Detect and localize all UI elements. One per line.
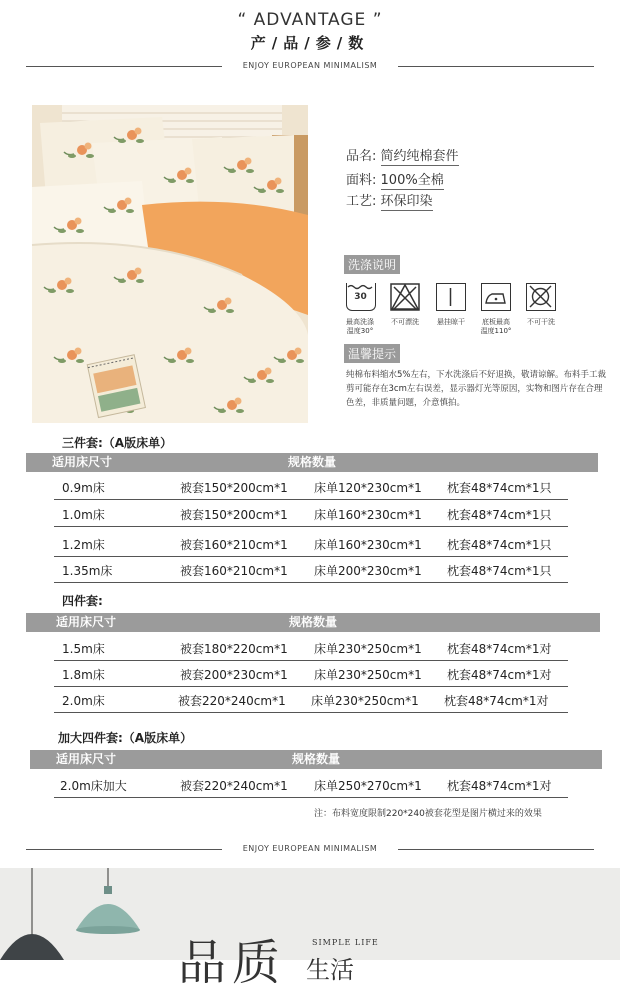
- care-icon-no-bleach: [390, 283, 420, 311]
- header-spec-qty: 规格数量: [288, 615, 337, 629]
- table-row: [54, 504, 568, 527]
- hang-dry-icon: [436, 283, 466, 311]
- row-duvet: 被套150*200cm*1: [180, 508, 288, 522]
- row-duvet: 被套160*210cm*1: [180, 538, 288, 552]
- row-sheet: 床单250*270cm*1: [314, 779, 422, 793]
- row-pillow: 枕套48*74cm*1对: [447, 668, 552, 682]
- no-dry-clean-icon: [526, 283, 556, 311]
- table-header-four-piece: [26, 613, 600, 632]
- care-label-no-bleach: 不可漂洗: [391, 318, 419, 326]
- table-title-three-piece: 三件套:（A版床单）: [62, 436, 173, 450]
- row-duvet: 被套160*210cm*1: [180, 564, 288, 578]
- table-row: [54, 690, 568, 713]
- row-pillow: 枕套48*74cm*1只: [447, 538, 552, 552]
- care-icon-hang-dry: [436, 283, 466, 311]
- product-name-value: 简约纯棉套件: [380, 149, 459, 164]
- table-title-large-four-piece: 加大四件套:（A版床单）: [58, 731, 193, 745]
- product-name-line: [346, 145, 459, 164]
- banner-partial-text: 生活: [306, 956, 354, 984]
- row-bed-size: 1.0m床: [62, 508, 105, 522]
- product-fabric-label: 面料:: [346, 173, 377, 188]
- care-label-iron: 底板最高 温度110°: [480, 318, 512, 335]
- product-fabric-line: [346, 169, 444, 188]
- fabric-width-note: 注：布料宽度限制220*240被套花型是图片横过来的效果: [314, 809, 542, 819]
- table-title-four-piece: 四件套:: [62, 594, 103, 608]
- banner-big-text: 品质: [178, 935, 287, 991]
- table-header-large-four-piece: [30, 750, 602, 769]
- row-sheet: 床单230*250cm*1: [314, 642, 422, 656]
- advantage-title: “ ADVANTAGE ”: [237, 10, 383, 30]
- row-sheet: 床单160*230cm*1: [314, 508, 422, 522]
- row-bed-size: 0.9m床: [62, 481, 105, 495]
- header-bed-size: 适用床尺寸: [56, 615, 117, 629]
- care-icon-iron: [481, 283, 511, 311]
- row-bed-size: 1.2m床: [62, 538, 105, 552]
- wash-30-icon: [346, 283, 376, 311]
- table-row: [54, 534, 568, 557]
- product-fabric-value: 100%全棉: [380, 173, 444, 188]
- row-pillow: 枕套48*74cm*1只: [447, 481, 552, 495]
- product-craft-label: 工艺:: [346, 194, 377, 209]
- table-row: [54, 477, 568, 500]
- row-pillow: 枕套48*74cm*1对: [444, 694, 549, 708]
- header-spec-qty: 规格数量: [287, 455, 336, 469]
- care-label-no-dry-clean: 不可干洗: [527, 318, 555, 326]
- row-duvet: 被套220*240cm*1: [180, 779, 288, 793]
- footer-divider-left: [26, 849, 222, 850]
- care-label-hang-dry: 悬挂晾干: [437, 318, 465, 326]
- no-bleach-icon: [390, 283, 420, 311]
- wash-30-glyph: 30: [354, 292, 367, 302]
- notice-text: 纯棉布料缩水5%左右，下水洗涤后不好退换，敬请谅解。布料手工裁剪可能存在3cm左右误差，显示器灯光等原因，实物和图片存在合理色差，非质量问题，介意慎拍。: [346, 370, 606, 408]
- row-bed-size: 1.35m床: [62, 564, 113, 578]
- table-row: [54, 560, 568, 583]
- row-pillow: 枕套48*74cm*1只: [447, 564, 552, 578]
- lifestyle-banner: [0, 868, 620, 991]
- row-sheet: 床单230*250cm*1: [314, 668, 422, 682]
- product-photo: [32, 105, 308, 423]
- row-duvet: 被套150*200cm*1: [180, 481, 288, 495]
- divider-left: [26, 66, 222, 67]
- row-pillow: 枕套48*74cm*1对: [447, 642, 552, 656]
- row-duvet: 被套180*220cm*1: [180, 642, 288, 656]
- table-header-three-piece: [26, 453, 598, 472]
- row-sheet: 床单160*230cm*1: [314, 538, 422, 552]
- row-pillow: 枕套48*74cm*1对: [447, 779, 552, 793]
- row-sheet: 床单200*230cm*1: [314, 564, 422, 578]
- header-bed-size: 适用床尺寸: [56, 752, 117, 766]
- product-params-title: 产/品/参/数: [250, 34, 370, 52]
- footer-tagline: ENJOY EUROPEAN MINIMALISM: [242, 844, 378, 853]
- footer-divider-right: [398, 849, 594, 850]
- care-instructions-tag: 洗涤说明: [344, 255, 400, 274]
- header-tagline: ENJOY EUROPEAN MINIMALISM: [242, 61, 378, 70]
- row-bed-size: 2.0m床: [62, 694, 105, 708]
- row-pillow: 枕套48*74cm*1只: [447, 508, 552, 522]
- product-craft-value: 环保印染: [380, 194, 433, 209]
- header-bed-size: 适用床尺寸: [52, 455, 113, 469]
- care-label-wash-30: 最高洗涤 温度30°: [346, 318, 374, 335]
- row-duvet: 被套200*230cm*1: [180, 668, 288, 682]
- table-row: [54, 775, 568, 798]
- product-craft-line: [346, 190, 433, 209]
- row-bed-size: 1.5m床: [62, 642, 105, 656]
- banner-small-text: SIMPLE LIFE: [312, 938, 379, 947]
- divider-right: [398, 66, 594, 67]
- header-spec-qty: 规格数量: [291, 752, 340, 766]
- row-duvet: 被套220*240cm*1: [178, 694, 286, 708]
- row-bed-size: 1.8m床: [62, 668, 105, 682]
- row-sheet: 床单230*250cm*1: [311, 694, 419, 708]
- product-name-label: 品名:: [346, 149, 377, 164]
- notice-tag: 温馨提示: [344, 344, 400, 363]
- pendant-lamps-image: [0, 868, 620, 960]
- iron-110-icon: [481, 283, 511, 311]
- row-sheet: 床单120*230cm*1: [314, 481, 422, 495]
- row-bed-size: 2.0m床加大: [60, 779, 127, 793]
- care-icon-wash-30: [346, 283, 376, 311]
- table-row: [54, 638, 568, 661]
- table-row: [54, 664, 568, 687]
- care-icon-no-dry-clean: [526, 283, 556, 311]
